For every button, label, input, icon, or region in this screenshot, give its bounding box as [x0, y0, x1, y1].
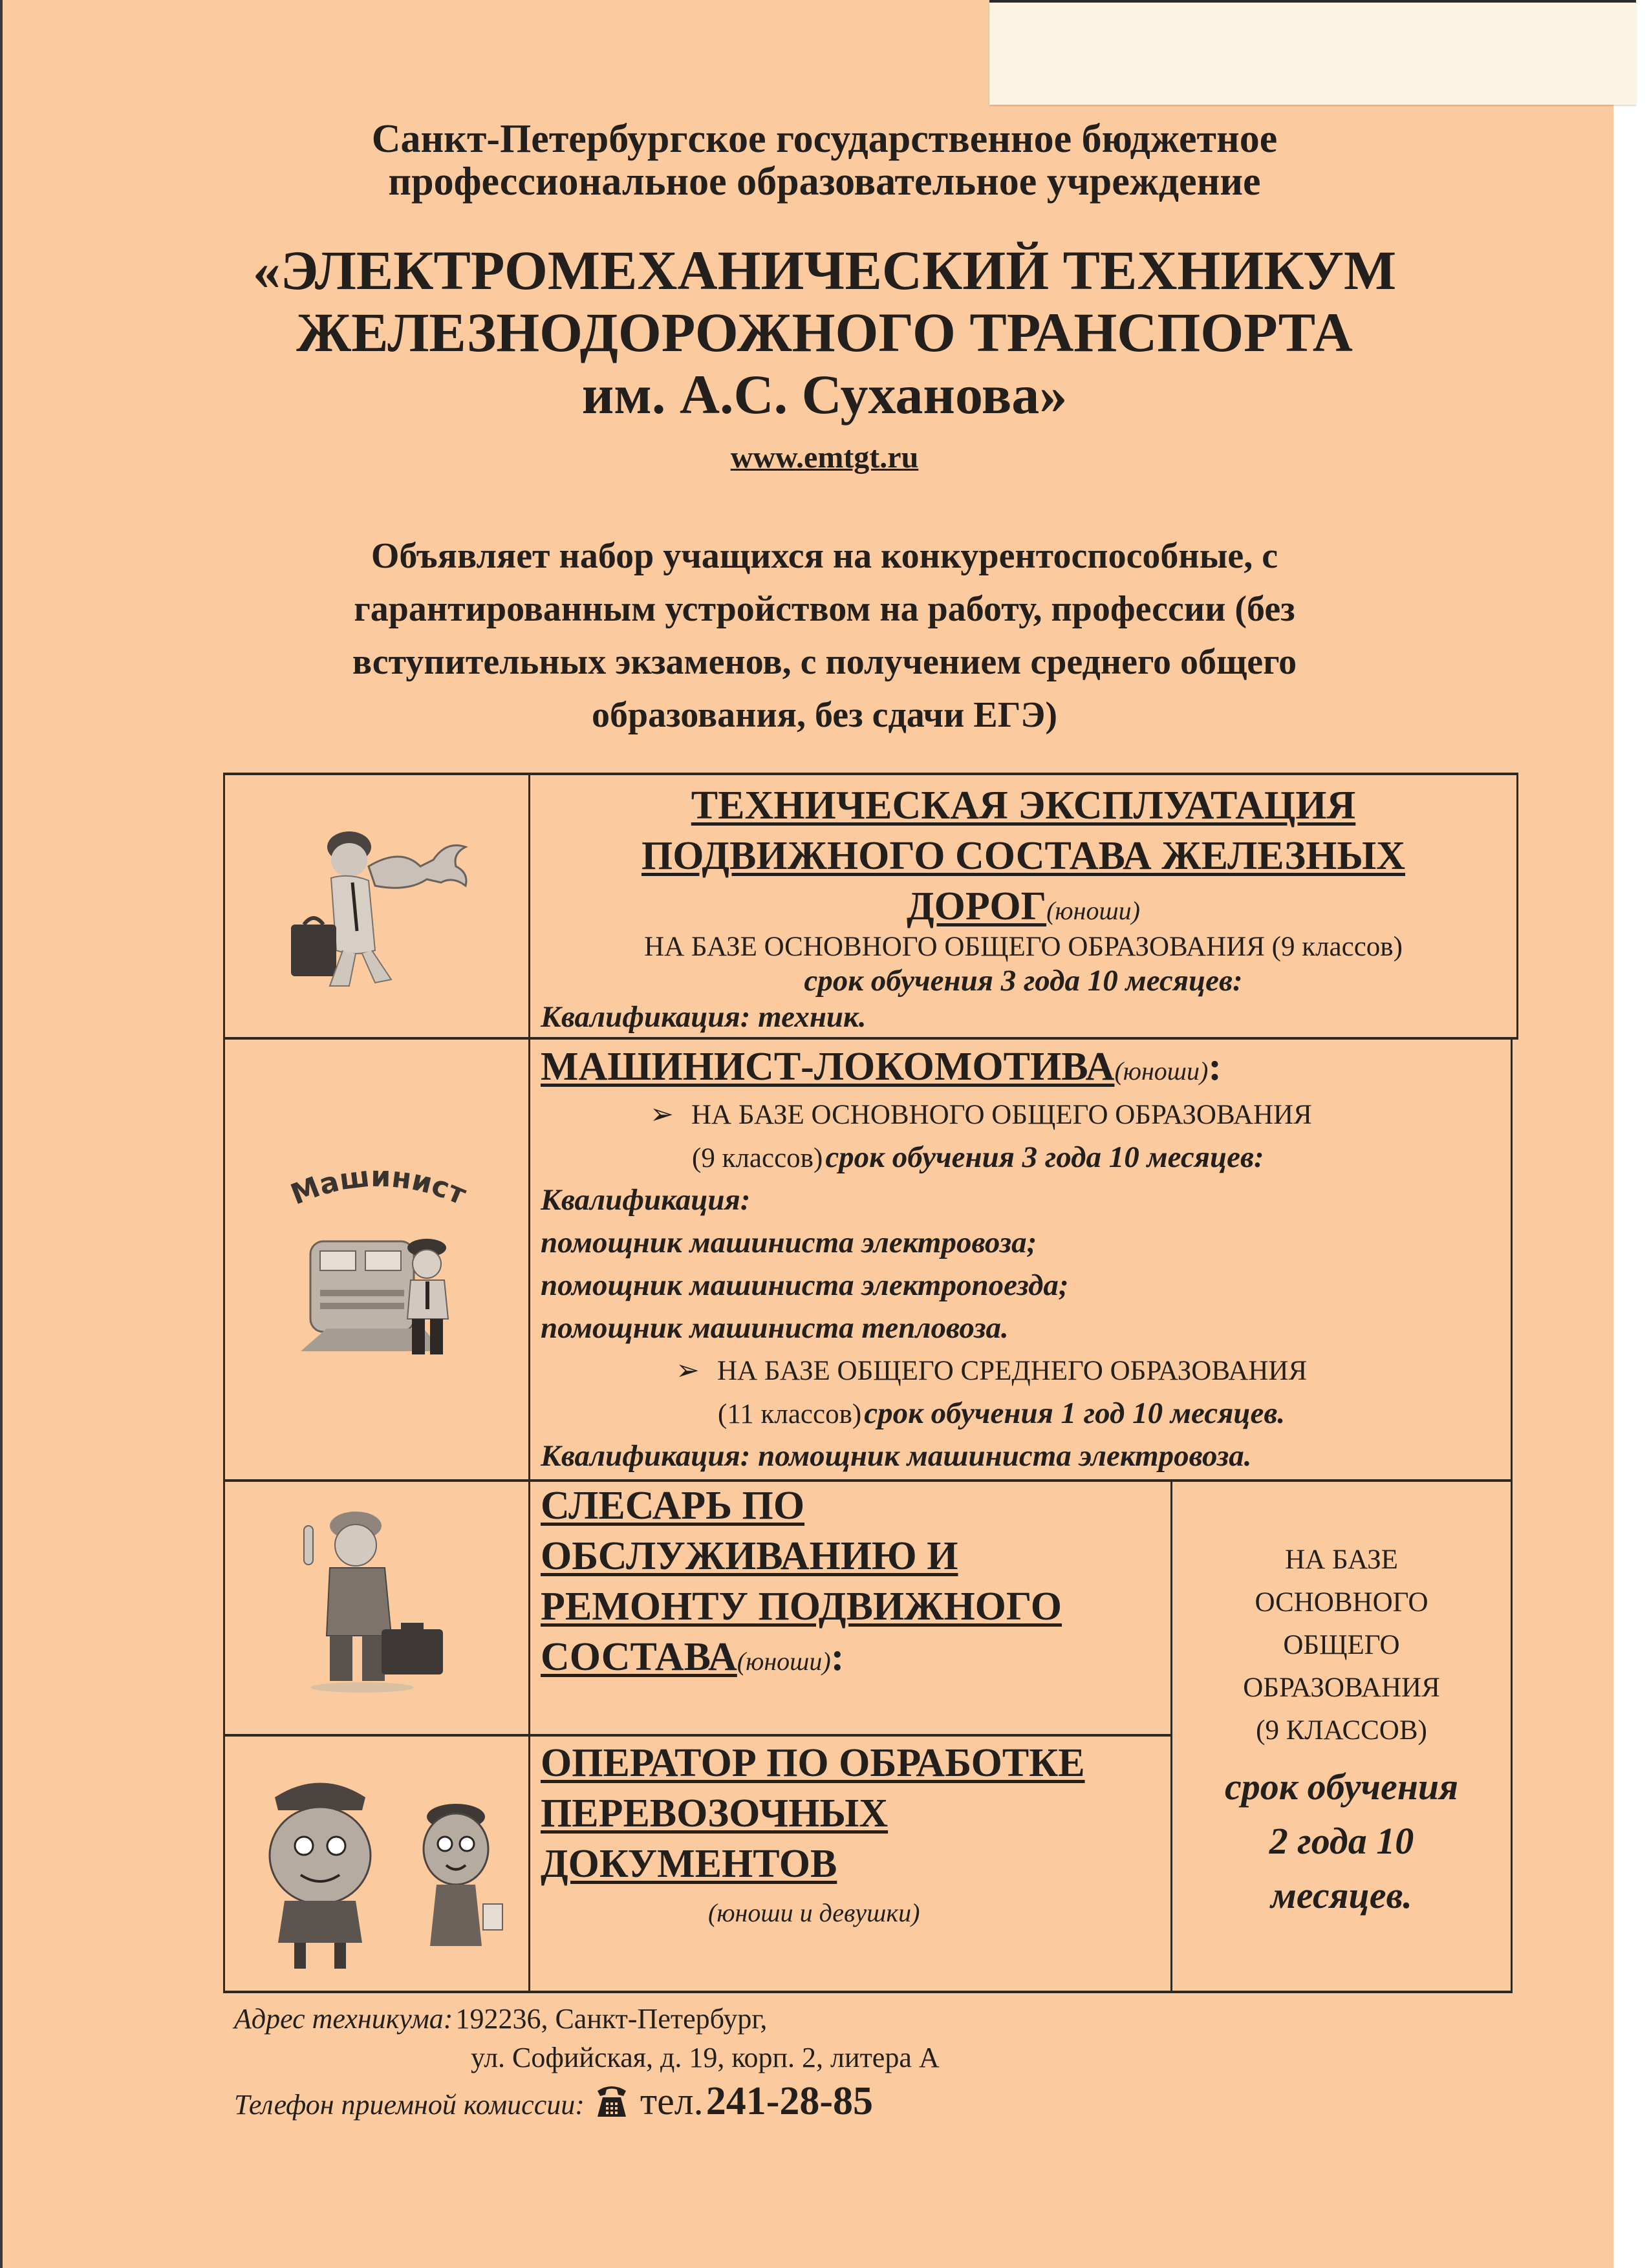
program-1-title-line-3	[530, 881, 1516, 932]
org-line-2: профессиональное образовательное учреждение	[388, 160, 1261, 204]
program-2-track-1-base: НА БАЗЕ ОСНОВНОГО ОБЩЕГО ОБРАЗОВАНИЯ	[691, 1100, 1312, 1130]
program-3-audience: (юноши)	[737, 1647, 831, 1676]
paper-sticker	[989, 3, 1636, 105]
shared-base-line-4: ОБРАЗОВАНИЯ	[1243, 1673, 1440, 1703]
program-1-title-line-2: ПОДВИЖНОГО СОСТАВА ЖЕЛЕЗНЫХ	[641, 834, 1406, 878]
program-1-title-last: ДОРОГ	[907, 884, 1047, 928]
program-1-duration: срок обучения 3 года 10 месяцев:	[804, 964, 1243, 998]
table-border-top	[223, 773, 1518, 775]
table-row-divider-2	[223, 1479, 1513, 1482]
phone-label: Телефон приемной комиссии:	[234, 2089, 585, 2121]
program-2-track-2-base-line-1	[676, 1349, 1307, 1393]
title-line-3: им. А.С. Суханова»	[581, 363, 1068, 425]
intro-line-2: гарантированным устройством на работу, профессии (без	[354, 589, 1295, 629]
train-driver-icon	[275, 1157, 482, 1358]
program-2-qualification-3: помощник машиниста тепловоза.	[541, 1311, 1009, 1345]
intro-line-1: Объявляет набор учащихся на конкурентоспособные, с	[371, 536, 1278, 576]
program-2-track-2-base: НА БАЗЕ ОБЩЕГО СРЕДНЕГО ОБРАЗОВАНИЯ	[717, 1356, 1308, 1386]
program-2-title-suffix: :	[1208, 1045, 1222, 1089]
program-2-track-2-duration: срок обучения 1 год 10 месяцев.	[864, 1396, 1286, 1430]
title-line-2: ЖЕЛЕЗНОДОРОЖНОГО ТРАНСПОРТА	[296, 301, 1353, 363]
phone-prefix: тел.	[640, 2080, 704, 2123]
program-2-title: МАШИНИСТ-ЛОКОМОТИВА	[541, 1045, 1115, 1089]
repairman-with-toolbox-icon	[291, 1500, 459, 1694]
table-row-divider-1	[223, 1037, 1518, 1040]
shared-base-line-1: НА БАЗЕ	[1285, 1545, 1398, 1575]
table-row-divider-3	[223, 1734, 1172, 1737]
shared-duration-line-3: месяцев.	[1271, 1874, 1412, 1916]
table-border-bottom	[223, 1991, 1513, 1993]
program-2-track-1-classes: (9 классов)	[692, 1143, 823, 1173]
address-line-2: ул. Софийская, д. 19, корп. 2, литера А	[471, 2042, 940, 2073]
program-2-audience: (юноши)	[1114, 1056, 1209, 1086]
phone-row	[234, 2075, 873, 2137]
program-2-track-2-line-2	[718, 1392, 1285, 1436]
program-1-title-line-1: ТЕХНИЧЕСКАЯ ЭКСПЛУАТАЦИЯ	[691, 784, 1356, 828]
arrow-bullet-icon: ➢	[650, 1098, 674, 1130]
program-2-qualification-2: помощник машиниста электропоезда;	[541, 1268, 1069, 1302]
program-3-title-last: СОСТАВА	[541, 1635, 737, 1679]
program-2-track-1-base-line-1	[650, 1093, 1312, 1137]
pilot-and-stewardess-icon	[249, 1771, 521, 1972]
program-1-audience: (юноши)	[1046, 896, 1140, 925]
intro-line-3: вступительных экзаменов, с получением среднего общего	[352, 642, 1297, 682]
program-3-title-suffix: :	[830, 1635, 845, 1679]
shared-base-line-2: ОСНОВНОГО	[1255, 1587, 1428, 1618]
table-border-right	[1511, 1037, 1513, 1993]
address-label: Адрес техникума:	[234, 2003, 453, 2035]
program-1-base: НА БАЗЕ ОСНОВНОГО ОБЩЕГО ОБРАЗОВАНИЯ (9 классов)	[644, 932, 1403, 962]
website-link[interactable]: www.emtgt.ru	[730, 440, 919, 475]
title-line-1: «ЭЛЕКТРОМЕХАНИЧЕСКИЙ ТЕХНИКУМ	[252, 239, 1397, 301]
address-value-1: 192236, Санкт-Петербург,	[455, 2003, 768, 2035]
intro-line-4: образования, без сдачи ЕГЭ)	[591, 695, 1057, 735]
shared-duration-line-1: срок обучения	[1224, 1766, 1459, 1808]
program-2-track-2-classes: (11 классов)	[718, 1399, 862, 1429]
svg-text:Машинист: Машинист	[286, 1160, 471, 1212]
shared-duration-line-2: 2 года 10	[1269, 1820, 1414, 1862]
program-4-title-line-2: ПЕРЕВОЗОЧНЫХ	[541, 1792, 889, 1835]
phone-number[interactable]: 241-28-85	[706, 2079, 873, 2123]
program-2-track-2-qualification: Квалификация: помощник машиниста электровоза.	[541, 1439, 1252, 1473]
program-4-title-line-1: ОПЕРАТОР ПО ОБРАБОТКЕ	[541, 1741, 1085, 1785]
table-border-left	[223, 773, 225, 1993]
program-3-title-line-3: РЕМОНТУ ПОДВИЖНОГО	[541, 1585, 1062, 1629]
telephone-icon	[595, 2082, 629, 2118]
program-2-qualification-1: помощник машиниста электровоза;	[541, 1226, 1037, 1259]
program-1-qualification: Квалификация: техник.	[541, 1000, 867, 1034]
program-3-title-line-4	[541, 1632, 844, 1682]
shared-base-line-3: ОБЩЕГО	[1283, 1630, 1400, 1660]
program-2-track-1-line-2	[692, 1136, 1264, 1180]
org-line-1: Санкт-Петербургское государственное бюджетное	[371, 117, 1278, 161]
table-border-right-row1	[1516, 773, 1518, 1039]
program-3-title-line-1: СЛЕСАРЬ ПО	[541, 1484, 805, 1528]
shared-base-line-5: (9 КЛАССОВ)	[1256, 1715, 1427, 1746]
mechanic-with-wrench-icon	[272, 821, 485, 989]
program-2-track-1-qualification-label: Квалификация:	[541, 1183, 751, 1217]
program-4-title-line-3: ДОКУМЕНТОВ	[541, 1842, 837, 1886]
program-2-track-1-duration: срок обучения 3 года 10 месяцев:	[825, 1140, 1264, 1174]
program-2-title-row	[541, 1042, 1222, 1092]
program-3-title-line-2: ОБСЛУЖИВАНИЮ И	[541, 1534, 958, 1578]
arrow-bullet-icon: ➢	[676, 1354, 700, 1386]
program-4-audience: (юноши и девушки)	[708, 1898, 920, 1927]
